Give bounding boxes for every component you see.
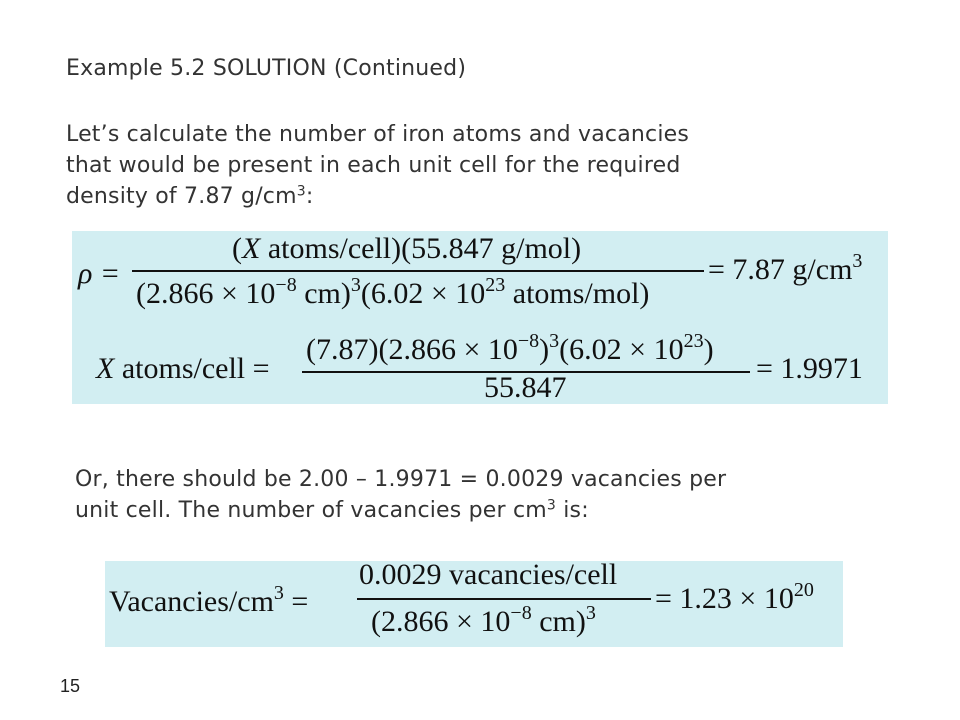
eq1-denominator: ($2.866 \times 10^{-8}$ $cm)^3(6.02 \times 10^{23}$ atoms/mol)	[136, 274, 650, 310]
intro-line-3	[66, 181, 856, 212]
density-equation-box	[72, 231, 888, 404]
vacancy-equation-box	[105, 558, 843, 647]
eq3-denominator: ($2.866 \times 10^{-8}$ cm)$^3$	[371, 602, 596, 638]
eq3-numerator: 0.0029 vacancies/cell	[359, 558, 618, 591]
eq1-fraction-bar	[132, 270, 704, 272]
slide-title: Example 5.2 SOLUTION (Continued)	[66, 56, 467, 81]
para2-line-2-end: is:	[556, 498, 589, 523]
para2-line-1: Or, there should be 2.00 – 1.9971 = 0.0029 vacancies per	[75, 467, 727, 492]
page-number: 15	[60, 676, 81, 696]
intro-line-2: that would be present in each unit cell for the required	[66, 153, 681, 178]
intro-line-3-colon: :	[305, 184, 314, 209]
eq1-lhs: ρ =	[78, 257, 121, 290]
eq2-denominator: 55.847	[484, 371, 567, 404]
vacancy-paragraph	[75, 464, 895, 526]
para2-line-2-superscript: 3	[546, 497, 557, 514]
eq1-rhs: = 7.87 $g/cm^3$	[708, 250, 863, 286]
para2-line-2-text: unit cell. The number of vacancies per cm	[75, 498, 547, 523]
intro-line-3-superscript: 3	[296, 183, 306, 200]
eq2-rhs: = 1.9971	[756, 352, 863, 385]
para2-line-2	[75, 495, 895, 526]
intro-line-1: Let’s calculate the number of iron atoms and vacancies	[66, 122, 690, 147]
eq2-numerator: $(7.87)(2.866 \times 10^{-8})^3(6.02 \times 10^{23})$	[306, 330, 714, 366]
eq3-rhs: = $1.23 \times 10^{20}$	[655, 579, 814, 615]
eq2-lhs: X atoms/cell =	[96, 352, 270, 385]
eq1-numerator: (X atoms/cell)(55.847 g/mol)	[232, 232, 582, 265]
eq3-fraction-bar	[357, 598, 651, 600]
intro-paragraph	[66, 119, 856, 212]
intro-line-3-text: density of 7.87 g/cm	[66, 184, 297, 209]
eq3-lhs: Vacancies/$cm^3$ =	[109, 582, 309, 618]
